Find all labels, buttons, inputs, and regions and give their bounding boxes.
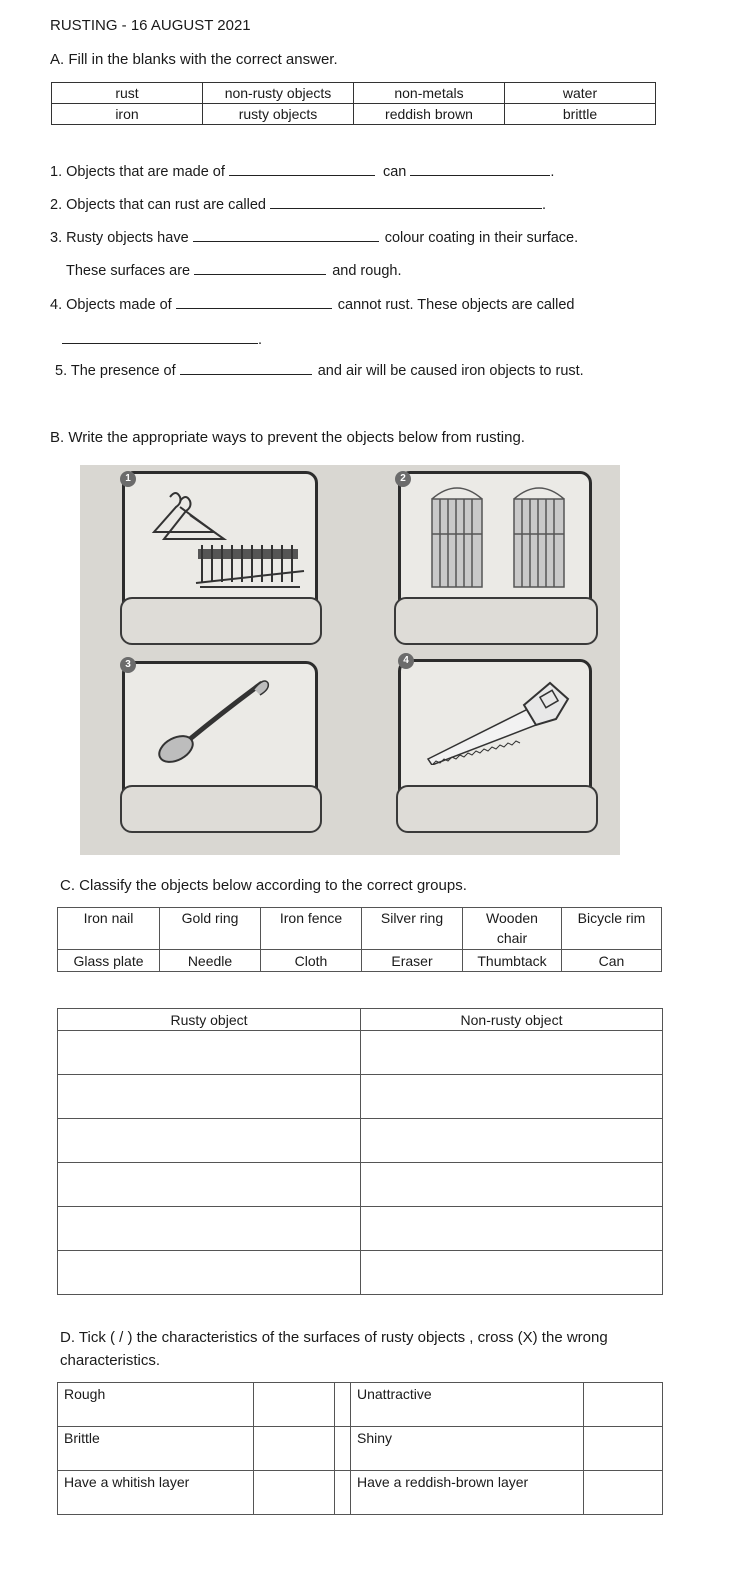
answer-cell[interactable] xyxy=(584,1471,663,1515)
answer-box-3[interactable] xyxy=(120,785,322,833)
question-1: 1. Objects that are made of can . xyxy=(50,164,555,180)
word-bank-cell: brittle xyxy=(505,104,656,125)
word-bank-cell: reddish brown xyxy=(354,104,505,125)
classification-table xyxy=(57,1008,663,1295)
spacer-cell xyxy=(335,1427,351,1471)
panel-number: 3 xyxy=(120,657,136,673)
classification-cell[interactable] xyxy=(361,1119,663,1163)
object-cell: Silver ring xyxy=(362,908,463,950)
answer-cell[interactable] xyxy=(254,1427,335,1471)
blank-line[interactable] xyxy=(229,163,375,176)
panel-number: 2 xyxy=(395,471,411,487)
panel-number: 1 xyxy=(120,471,136,487)
answer-cell[interactable] xyxy=(584,1383,663,1427)
classification-cell[interactable] xyxy=(58,1251,361,1295)
question-3-continued: These surfaces are and rough. xyxy=(66,263,402,279)
hanger-and-dish-rack-icon xyxy=(150,487,310,602)
object-cell: Iron nail xyxy=(58,908,160,950)
classification-cell[interactable] xyxy=(58,1031,361,1075)
classification-cell[interactable] xyxy=(361,1075,663,1119)
question-3: 3. Rusty objects have colour coating in their surface. xyxy=(50,230,579,246)
spoon-icon xyxy=(154,671,284,771)
answer-box-4[interactable] xyxy=(396,785,598,833)
section-b-heading: B. Write the appropriate ways to prevent the objects below from rusting. xyxy=(50,429,525,446)
answer-box-2[interactable] xyxy=(394,597,598,645)
answer-cell[interactable] xyxy=(584,1427,663,1471)
answer-cell[interactable] xyxy=(254,1383,335,1427)
classification-cell[interactable] xyxy=(58,1075,361,1119)
object-cell: Needle xyxy=(160,950,261,972)
characteristic-label: Rough xyxy=(58,1383,254,1427)
object-cell: Wooden chair xyxy=(463,908,562,950)
word-bank-cell: non-rusty objects xyxy=(203,83,354,104)
spacer-cell xyxy=(335,1383,351,1427)
blank-line[interactable] xyxy=(270,196,542,209)
blank-line[interactable] xyxy=(176,296,332,309)
blank-line[interactable] xyxy=(410,163,550,176)
question-2: 2. Objects that can rust are called . xyxy=(50,197,547,213)
classification-cell[interactable] xyxy=(361,1251,663,1295)
spacer-cell xyxy=(335,1471,351,1515)
word-bank-cell: non-metals xyxy=(354,83,505,104)
page-title: RUSTING - 16 AUGUST 2021 xyxy=(50,17,251,34)
blank-line[interactable] xyxy=(193,229,379,242)
non-rusty-object-header: Non-rusty object xyxy=(361,1009,663,1031)
answer-box-1[interactable] xyxy=(120,597,322,645)
blank-line[interactable] xyxy=(194,262,326,275)
word-bank-table xyxy=(51,82,656,125)
word-bank-cell: rust xyxy=(52,83,203,104)
characteristic-label: Have a reddish-brown layer xyxy=(351,1471,584,1515)
classification-cell[interactable] xyxy=(58,1119,361,1163)
object-cell: Gold ring xyxy=(160,908,261,950)
panel-number: 4 xyxy=(398,653,414,669)
blank-line[interactable] xyxy=(62,331,258,344)
section-d-heading-continued: characteristics. xyxy=(60,1352,161,1369)
section-c-heading: C. Classify the objects below according to the correct groups. xyxy=(60,877,467,894)
question-5: 5. The presence of and air will be caused iron objects to rust. xyxy=(55,363,584,379)
blank-line[interactable] xyxy=(180,362,312,375)
rusty-object-header: Rusty object xyxy=(58,1009,361,1031)
object-cell: Cloth xyxy=(261,950,362,972)
object-cell: Glass plate xyxy=(58,950,160,972)
answer-cell[interactable] xyxy=(254,1471,335,1515)
section-a-heading: A. Fill in the blanks with the correct answer. xyxy=(50,51,338,68)
question-4-continued: . xyxy=(62,331,262,349)
object-cell: Eraser xyxy=(362,950,463,972)
prevention-picture xyxy=(80,465,620,855)
characteristic-label: Have a whitish layer xyxy=(58,1471,254,1515)
object-cell: Can xyxy=(562,950,662,972)
characteristic-label: Unattractive xyxy=(351,1383,584,1427)
word-bank-cell: iron xyxy=(52,104,203,125)
characteristics-table xyxy=(57,1382,663,1515)
question-4: 4. Objects made of cannot rust. These objects are called xyxy=(50,297,575,313)
classification-cell[interactable] xyxy=(58,1163,361,1207)
classification-cell[interactable] xyxy=(58,1207,361,1251)
object-list-table xyxy=(57,907,662,972)
saw-icon xyxy=(424,675,574,765)
classification-cell[interactable] xyxy=(361,1031,663,1075)
word-bank-cell: rusty objects xyxy=(203,104,354,125)
object-cell: Thumbtack xyxy=(463,950,562,972)
object-cell: Bicycle rim xyxy=(562,908,662,950)
iron-gate-icon xyxy=(428,479,578,591)
word-bank-cell: water xyxy=(505,83,656,104)
object-cell: Iron fence xyxy=(261,908,362,950)
classification-cell[interactable] xyxy=(361,1163,663,1207)
section-d-heading: D. Tick ( / ) the characteristics of the surfaces of rusty objects , cross (X) the wrong xyxy=(60,1329,608,1346)
characteristic-label: Shiny xyxy=(351,1427,584,1471)
classification-cell[interactable] xyxy=(361,1207,663,1251)
characteristic-label: Brittle xyxy=(58,1427,254,1471)
